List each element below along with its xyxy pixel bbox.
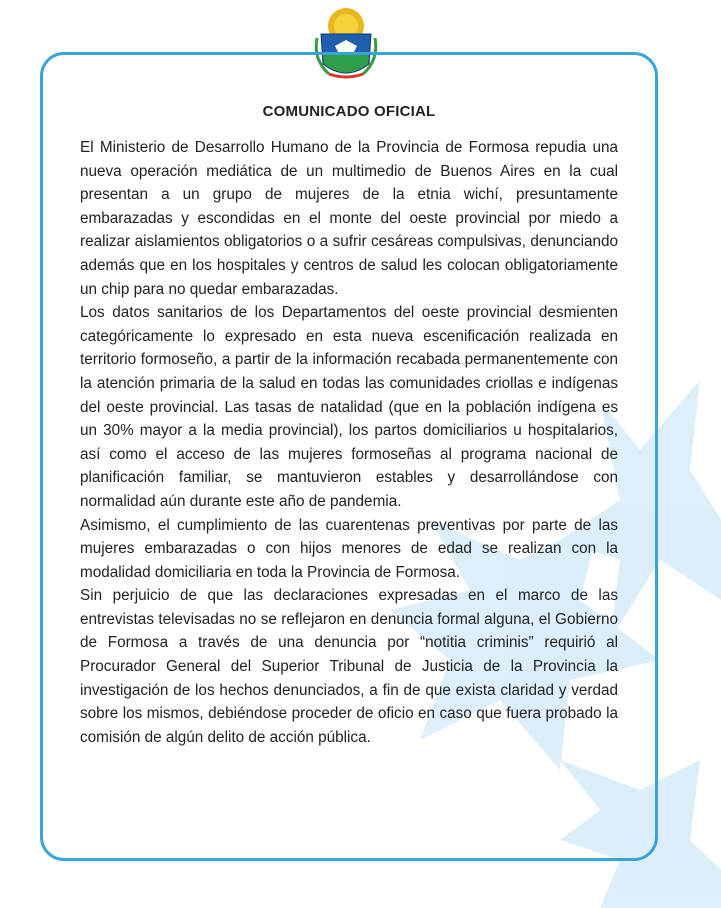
paragraph-3: Asimismo, el cumplimiento de las cuarentenas preventivas por parte de las mujeres embarazadas o con hijos menores de edad se realizan con la modalidad domiciliaria en toda la Provincia de Formosa. [80,516,618,581]
document-title: COMUNICADO OFICIAL [262,103,436,120]
paragraph-1: El Ministerio de Desarrollo Humano de la Provincia de Formosa repudia una nueva operación mediática de un multimedio de Buenos Aires en la cual presentan a un grupo de mujeres de la etnia wichí, presuntamente embarazadas y escondidas en el monte del oeste provincial por miedo a realizar aislamientos obligatorios o a sufrir cesáreas compulsivas, denunciando además que en los hospitales y centros de salud les colocan obligatoriamente un chip para no quedar embarazadas. [80,139,618,298]
paragraph-4: Sin perjuicio de que las declaraciones expresadas en el marco de las entrevistas televisadas no se reflejaron en denuncia formal alguna, el Gobierno de Formosa a través de una denuncia por “notitia criminis” requirió al Procurador General del Superior Tribunal de Justicia de la Provincia la investigación de los hechos denunciados, a fin de que exista claridad y verdad sobre los mismos, debiéndose proceder de oficio en caso que fuera probado la comisión de algún delito de acción pública. [80,587,618,746]
document-body [80,103,618,749]
paragraph-2: Los datos sanitarios de los Departamentos del oeste provincial desmienten categóricamente lo expresado en esta nueva escenificación realizada en territorio formoseño, a partir de la información recabada permanentemente con la atención primaria de la salud en todas las comunidades criollas e indígenas del oeste provincial. Las tasas de natalidad (que en la población indígena es un 30% mayor a la media provincial), los partos domiciliarios u hospitalarios, así como el acceso de las mujeres formoseñas al programa nacional de planificación familiar, se mantuvieron estables y desarrollándose con normalidad aún durante este año de pandemia. [80,304,618,510]
